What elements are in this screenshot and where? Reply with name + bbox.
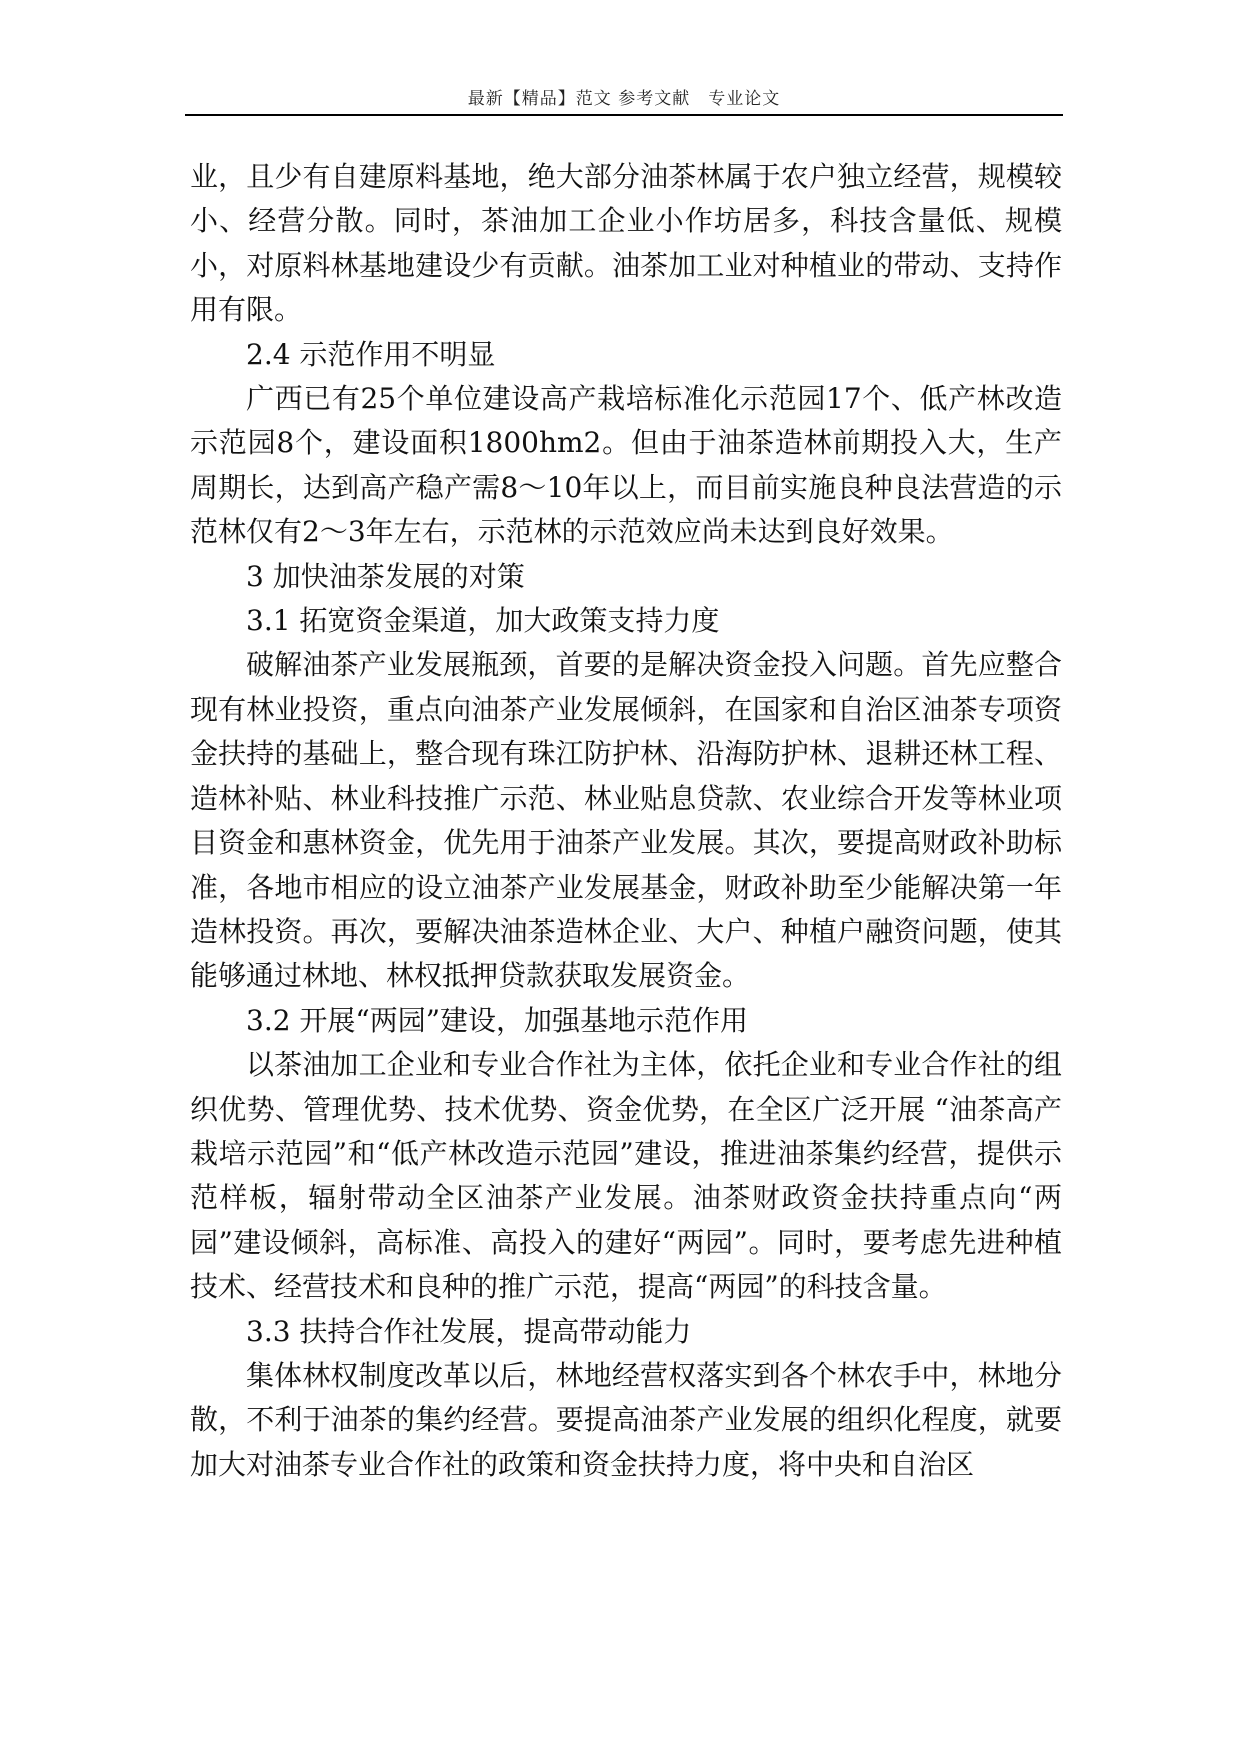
page-header: 最新【精品】范文 参考文献 专业论文 <box>467 89 781 109</box>
paragraph-continuation: 业，且少有自建原料基地，绝大部分油茶林属于农户独立经营，规模较小、经营分散。同时，茶油加工企业小作坊居多，科技含量低、规模小，对原料林基地建设少有贡献。油茶加工业对种植业的带动、支持作用有限。 <box>190 160 1062 327</box>
section-heading-2-4: 2.4 示范作用不明显 <box>246 337 496 371</box>
section-heading-3-3: 3.3 扶持合作社发展，提高带动能力 <box>246 1314 692 1348</box>
paragraph-two-gardens: 以茶油加工企业和专业合作社为主体，依托企业和专业合作社的组织优势、管理优势、技术优势、资金优势，在全区广泛开展 “油茶高产栽培示范园”和“低产林改造示范园”建设，推进油茶集约经营，提供示范样板，辐射带动全区油茶产业发展。油茶财政资金扶持重点向“两园”建设倾斜，高标准、高投入的建好“两园”。同时，要考虑先进种植技术、经营技术和良种的推广示范，提高“两园”的科技含量。 <box>190 1048 1062 1304</box>
paragraph-funding: 破解油茶产业发展瓶颈，首要的是解决资金投入问题。首先应整合现有林业投资，重点向油茶产业发展倾斜，在国家和自治区油茶专项资金扶持的基础上，整合现有珠江防护林、沿海防护林、退耕还林工程、造林补贴、林业科技推广示范、林业贴息贷款、农业综合开发等林业项目资金和惠林资金，优先用于油茶产业发展。其次，要提高财政补助标准，各地市相应的设立油茶产业发展基金，财政补助至少能解决第一年造林投资。再次，要解决油茶造林企业、大户、种植户融资问题，使其能够通过林地、林权抵押贷款获取发展资金。 <box>190 648 1062 993</box>
section-heading-3-2: 3.2 开展“两园”建设，加强基地示范作用 <box>246 1003 749 1037</box>
section-heading-3-1: 3.1 拓宽资金渠道，加大政策支持力度 <box>246 604 720 638</box>
paragraph-demonstration: 广西已有25个单位建设高产栽培标准化示范园17个、低产林改造示范园8个，建设面积1800hm2。但由于油茶造林前期投入大，生产周期长，达到高产稳产需8～10年以上，而目前实施良种良法营造的示范林仅有2～3年左右，示范林的示范效应尚未达到良好效果。 <box>190 382 1062 549</box>
header-divider <box>185 114 1063 116</box>
paragraph-cooperatives: 集体林权制度改革以后，林地经营权落实到各个林农手中，林地分散，不利于油茶的集约经营。要提高油茶产业发展的组织化程度，就要加大对油茶专业合作社的政策和资金扶持力度，将中央和自治区 <box>190 1358 1062 1481</box>
section-heading-3: 3 加快油茶发展的对策 <box>246 559 525 593</box>
document-body <box>190 155 1062 1487</box>
